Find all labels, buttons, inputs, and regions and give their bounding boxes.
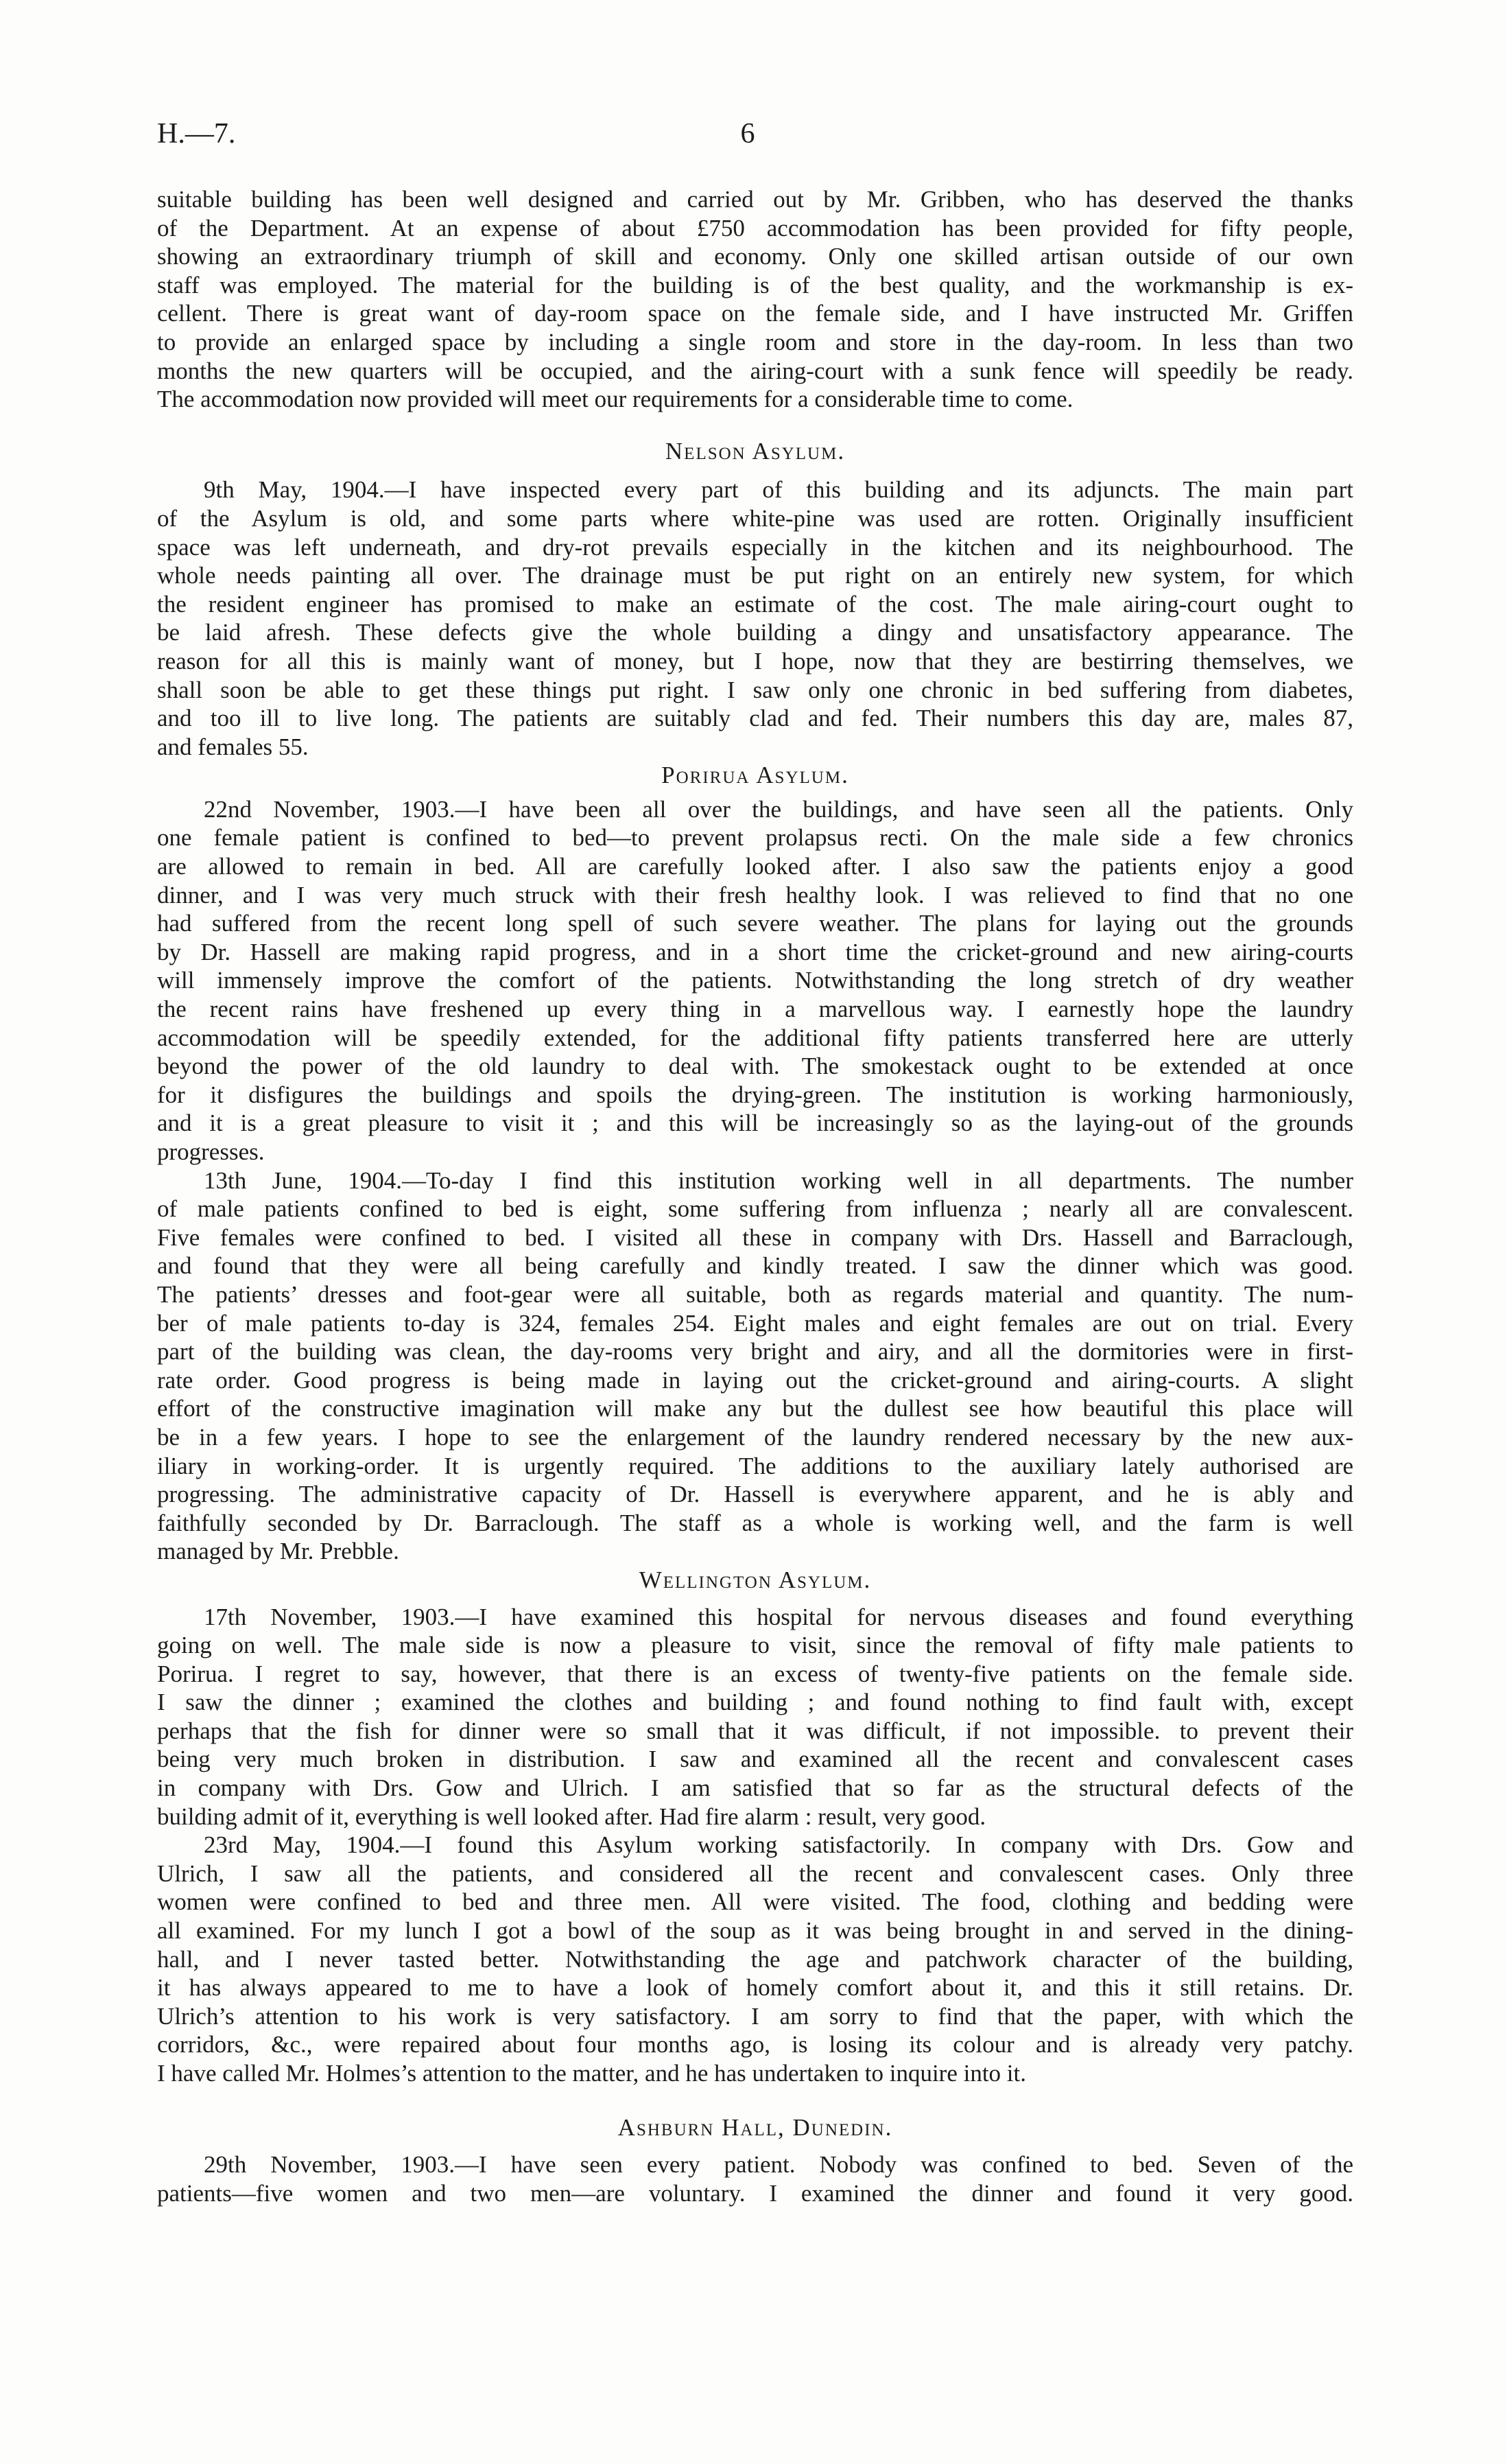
- paragraph: [157, 1831, 1353, 2087]
- text-line: Ulrich, I saw all the patients, and considered all the recent and convalescent cases. Only three: [157, 1859, 1353, 1887]
- text-line: managed by Mr. Prebble.: [157, 1538, 399, 1565]
- text-line: faithfully seconded by Dr. Barraclough. The staff as a whole is working well, and the farm is well: [157, 1509, 1353, 1536]
- paragraph: [157, 795, 1353, 1166]
- text-line: The accommodation now provided will meet our requirements for a considerable time to come.: [157, 386, 1073, 413]
- text-line: the resident engineer has promised to make an estimate of the cost. The male airing-court ought to: [157, 590, 1353, 618]
- text-line: will immensely improve the comfort of the patients. Notwithstanding the long stretch of dry weather: [157, 967, 1353, 994]
- text-line: Five females were confined to bed. I visited all these in company with Drs. Hassell and Barraclough,: [157, 1223, 1353, 1251]
- text-line: the recent rains have freshened up every thing in a marvellous way. I earnestly hope the laundry: [157, 996, 1353, 1023]
- text-line: The patients’ dresses and foot-gear were all suitable, both as regards material and quantity. The num-: [157, 1280, 1353, 1308]
- paragraph: [157, 185, 1353, 414]
- section-heading: Ashburn Hall, Dunedin.: [617, 2113, 893, 2141]
- text-line: in company with Drs. Gow and Ulrich. I am satisfied that so far as the structural defects of the: [157, 1774, 1353, 1802]
- text-line: 9th May, 1904.—I have inspected every part of this building and its adjuncts. The main part: [204, 476, 1353, 504]
- text-line: whole needs painting all over. The drainage must be put right on an entirely new system, for which: [157, 562, 1353, 589]
- text-line: beyond the power of the old laundry to deal with. The smokestack ought to be extended at once: [157, 1053, 1353, 1080]
- text-line: I have called Mr. Holmes’s attention to the matter, and he has undertaken to inquire into it.: [157, 2060, 1027, 2087]
- page-number: 6: [740, 118, 755, 150]
- text-line: and found that they were all being carefully and kindly treated. I saw the dinner which was good.: [157, 1252, 1353, 1280]
- section-heading: Nelson Asylum.: [665, 437, 846, 465]
- text-line: staff was employed. The material for the building is of the best quality, and the workmanship is ex-: [157, 271, 1353, 298]
- text-line: all examined. For my lunch I got a bowl of the soup as it was being brought in and served in the dining-: [157, 1917, 1353, 1945]
- text-line: progressing. The administrative capacity of Dr. Hassell is everywhere apparent, and he is ably and: [157, 1481, 1353, 1508]
- text-line: suitable building has been well designed and carried out by Mr. Gribben, who has deserved the thanks: [157, 186, 1353, 213]
- text-line: shall soon be able to get these things put right. I saw only one chronic in bed suffering from diabetes,: [157, 676, 1353, 703]
- paragraph: [157, 1166, 1353, 1566]
- text-line: hall, and I never tasted better. Notwithstanding the age and patchwork character of the building,: [157, 1945, 1353, 1973]
- text-line: Porirua. I regret to say, however, that there is an excess of twenty-five patients on the female side.: [157, 1660, 1353, 1687]
- text-line: to provide an enlarged space by including a single room and store in the day-room. In less than two: [157, 328, 1353, 355]
- text-line: and females 55.: [157, 733, 309, 760]
- text-line: being very much broken in distribution. I saw and examined all the recent and convalescent cases: [157, 1746, 1353, 1773]
- text-line: are allowed to remain in bed. All are carefully looked after. I also saw the patients enjoy a good: [157, 853, 1353, 880]
- paragraph: [157, 1603, 1353, 1831]
- text-line: I saw the dinner ; examined the clothes and building ; and found nothing to find fault with, except: [157, 1689, 1353, 1716]
- text-line: corridors, &c., were repaired about four months ago, is losing its colour and is already very patchy.: [157, 2031, 1353, 2058]
- text-line: reason for all this is mainly want of money, but I hope, now that they are bestirring themselves, we: [157, 647, 1353, 674]
- text-line: months the new quarters will be occupied, and the airing-court with a sunk fence will speedily be ready.: [157, 357, 1353, 384]
- text-line: of the Department. At an expense of about £750 accommodation has been provided for fifty people,: [157, 214, 1353, 242]
- text-column: [157, 185, 1353, 2207]
- text-line: of male patients confined to bed is eight, some suffering from influenza ; nearly all are convalescent.: [157, 1195, 1353, 1223]
- text-line: showing an extraordinary triumph of skill and economy. Only one skilled artisan outside of our own: [157, 243, 1353, 270]
- text-line: be in a few years. I hope to see the enlargement of the laundry rendered necessary by the new aux-: [157, 1423, 1353, 1451]
- text-line: cellent. There is great want of day-room space on the female side, and I have instructed Mr. Griffen: [157, 300, 1353, 327]
- text-line: going on well. The male side is now a pleasure to visit, since the removal of fifty male patients to: [157, 1632, 1353, 1659]
- report-code: H.—7.: [157, 118, 236, 150]
- text-line: dinner, and I was very much struck with their fresh healthy look. I was relieved to find that no one: [157, 881, 1353, 908]
- text-line: 23rd May, 1904.—I found this Asylum working satisfactorily. In company with Drs. Gow and: [204, 1831, 1353, 1859]
- text-line: effort of the constructive imagination will make any but the dullest see how beautiful this place will: [157, 1395, 1353, 1422]
- text-line: ber of male patients to-day is 324, females 254. Eight males and eight females are out on trial. Every: [157, 1309, 1353, 1337]
- text-line: 13th June, 1904.—To-day I find this institution working well in all departments. The number: [204, 1166, 1353, 1194]
- section-heading: Wellington Asylum.: [639, 1566, 872, 1593]
- text-line: had suffered from the recent long spell of such severe weather. The plans for laying out the grounds: [157, 910, 1353, 937]
- text-line: for it disfigures the buildings and spoils the drying-green. The institution is working harmoniously,: [157, 1081, 1353, 1108]
- text-line: and it is a great pleasure to visit it ; and this will be increasingly so as the laying-out of the grounds: [157, 1110, 1353, 1137]
- text-line: by Dr. Hassell are making rapid progress, and in a short time the cricket-ground and new airing-courts: [157, 938, 1353, 965]
- text-line: iliary in working-order. It is urgently required. The additions to the auxiliary lately authorised are: [157, 1452, 1353, 1479]
- section-heading: Porirua Asylum.: [661, 762, 849, 789]
- text-line: perhaps that the fish for dinner were so small that it was difficult, if not impossible. to prevent their: [157, 1717, 1353, 1744]
- text-line: one female patient is confined to bed—to prevent prolapsus recti. On the male side a few chronics: [157, 824, 1353, 852]
- text-line: accommodation will be speedily extended, for the additional fifty patients transferred here are utterly: [157, 1024, 1353, 1051]
- text-line: building admit of it, everything is well looked after. Had fire alarm : result, very good.: [157, 1803, 986, 1830]
- text-line: 29th November, 1903.—I have seen every patient. Nobody was confined to bed. Seven of the: [204, 2151, 1353, 2179]
- paragraph: [157, 2150, 1353, 2207]
- text-line: space was left underneath, and dry-rot prevails especially in the kitchen and its neighbourhood. The: [157, 533, 1353, 561]
- text-line: part of the building was clean, the day-rooms very bright and airy, and all the dormitories were in first-: [157, 1338, 1353, 1365]
- text-line: and too ill to live long. The patients are suitably clad and fed. Their numbers this day are, males 87,: [157, 705, 1353, 732]
- text-line: patients—five women and two men—are voluntary. I examined the dinner and found it very good.: [157, 2179, 1353, 2207]
- text-line: progresses.: [157, 1138, 265, 1165]
- text-line: women were confined to bed and three men. All were visited. The food, clothing and bedding were: [157, 1888, 1353, 1916]
- text-line: Ulrich’s attention to his work is very satisfactory. I am sorry to find that the paper, with which the: [157, 2002, 1353, 2030]
- text-line: 22nd November, 1903.—I have been all over the buildings, and have seen all the patients. Only: [204, 795, 1353, 823]
- text-line: 17th November, 1903.—I have examined this hospital for nervous diseases and found everything: [204, 1603, 1353, 1630]
- text-line: be laid afresh. These defects give the whole building a dingy and unsatisfactory appearance. The: [157, 619, 1353, 646]
- text-line: rate order. Good progress is being made in laying out the cricket-ground and airing-courts. A slight: [157, 1366, 1353, 1394]
- text-line: of the Asylum is old, and some parts where white-pine was used are rotten. Originally insufficient: [157, 504, 1353, 532]
- text-line: it has always appeared to me to have a look of homely comfort about it, and this it still retains. Dr.: [157, 1974, 1353, 2002]
- paragraph: [157, 476, 1353, 761]
